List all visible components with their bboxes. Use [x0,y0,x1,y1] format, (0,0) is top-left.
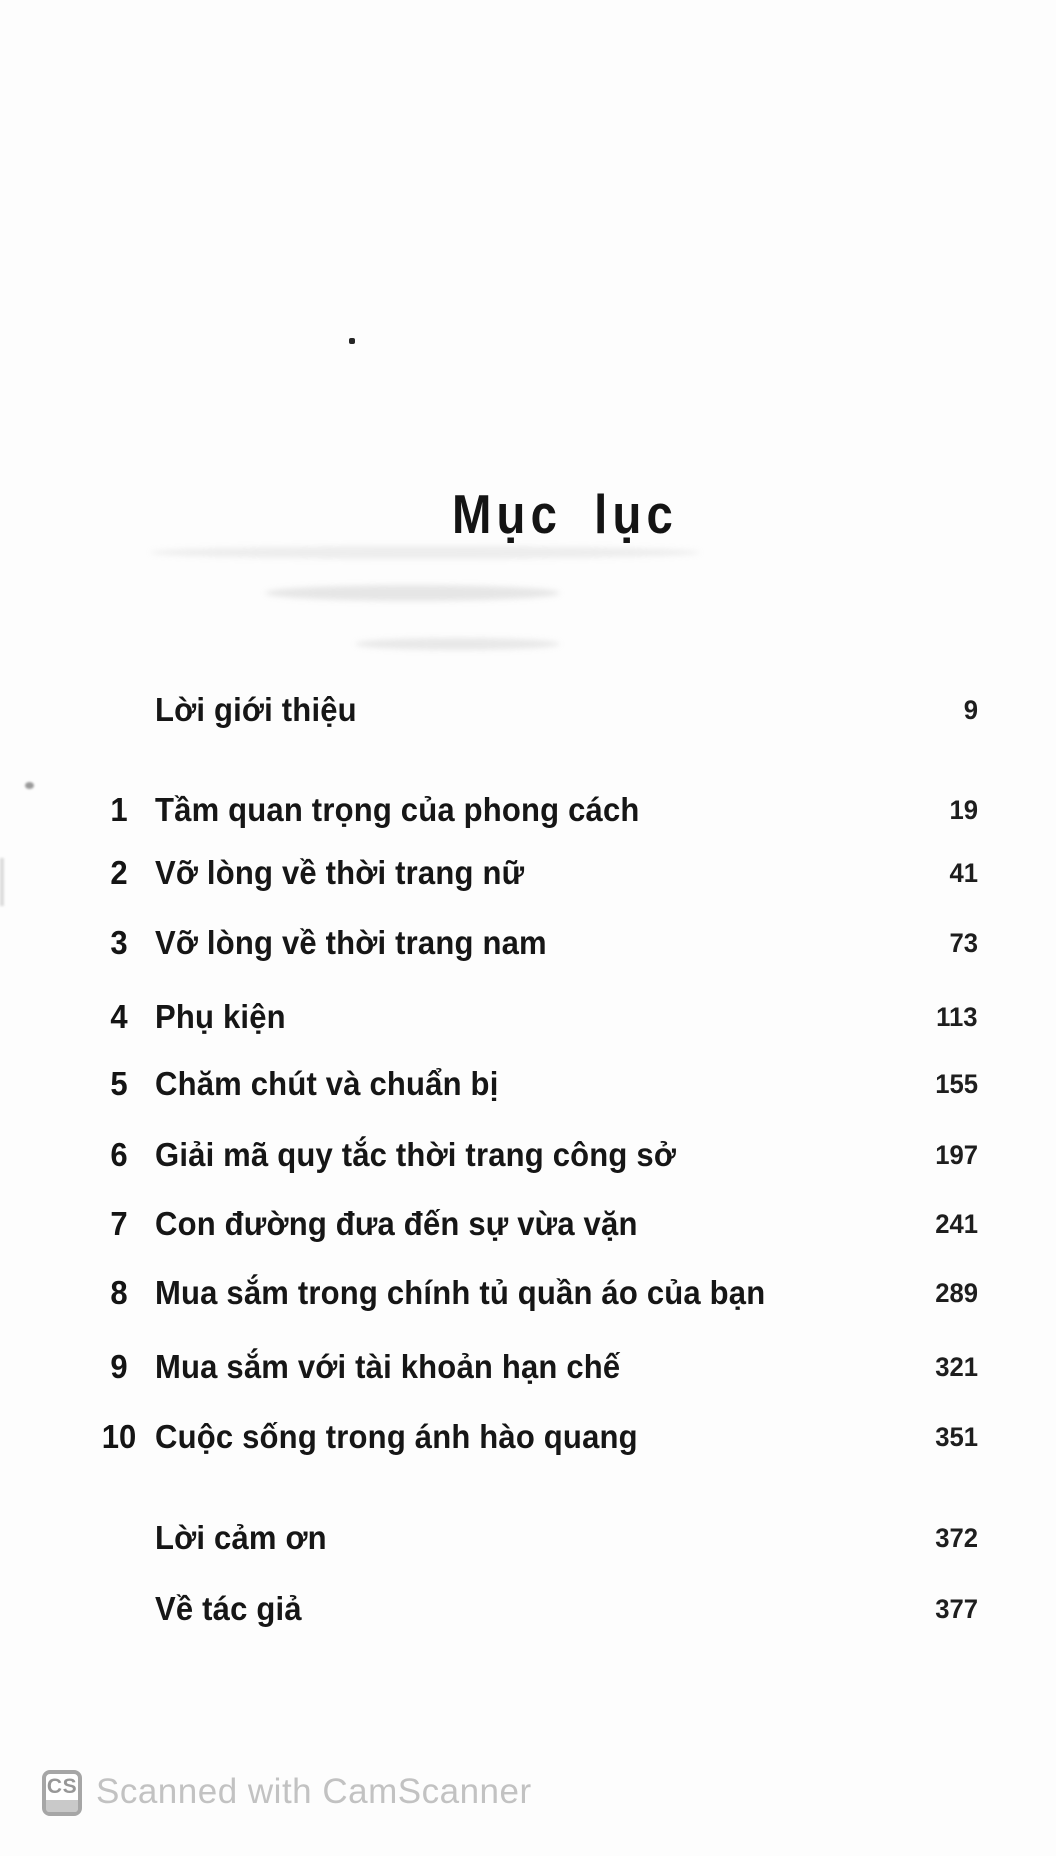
toc-row-chapter-9 [0,1344,1056,1390]
toc-row-chapter-10 [0,1414,1056,1460]
toc-entry-label: Lời giới thiệu [155,691,357,728]
toc-row-chapter-4 [0,994,1056,1040]
toc-entry-page-number: 241 [935,1209,978,1239]
toc-row-chapter-6 [0,1132,1056,1178]
toc-entry-page-number: 289 [935,1278,978,1308]
toc-entry-label: Cuộc sống trong ánh hào quang [155,1418,638,1455]
toc-entry-label: Lời cảm ơn [155,1519,327,1556]
toc-chapter-number: 3 [110,924,128,961]
toc-entry-label: Vỡ lòng về thời trang nữ [155,854,525,891]
toc-entry-page-number: 321 [935,1352,978,1382]
toc-entry-page-number: 372 [935,1523,978,1553]
toc-entry-page-number: 73 [949,928,978,958]
toc-entry-page-number: 19 [949,795,978,825]
toc-row-chapter-5 [0,1061,1056,1107]
toc-chapter-number: 8 [110,1274,128,1311]
toc-chapter-number: 4 [110,998,128,1035]
toc-row-intro [0,687,1056,733]
toc-entry-label: Chăm chút và chuẩn bị [155,1065,499,1102]
toc-row-chapter-7 [0,1201,1056,1247]
toc-row-chapter-1 [0,787,1056,833]
toc-chapter-number: 6 [110,1136,128,1173]
scan-artifact-smudge [355,638,560,650]
toc-entry-page-number: 155 [935,1069,978,1099]
camscanner-watermark-text: Scanned with CamScanner [96,1772,532,1811]
toc-chapter-number: 1 [110,791,128,828]
toc-entry-label: Phụ kiện [155,998,286,1035]
camscanner-logo-icon [42,1770,82,1816]
toc-row-chapter-3 [0,920,1056,966]
scan-artifact-smudge [265,585,560,601]
toc-entry-label: Mua sắm trong chính tủ quần áo của bạn [155,1274,766,1311]
toc-entry-page-number: 351 [935,1422,978,1452]
toc-entry-label: Con đường đưa đến sự vừa vặn [155,1205,638,1242]
toc-chapter-number: 10 [101,1418,137,1455]
toc-entry-page-number: 377 [935,1594,978,1624]
toc-entry-label: Vỡ lòng về thời trang nam [155,924,547,961]
toc-entry-page-number: 113 [936,1002,978,1032]
toc-entry-label: Về tác giả [155,1590,302,1627]
toc-row-chapter-8 [0,1270,1056,1316]
camscanner-logo-bar [46,1800,78,1812]
toc-row-about-author [0,1586,1056,1632]
toc-entry-page-number: 41 [949,858,978,888]
toc-entry-page-number: 9 [963,695,978,725]
toc-entry-label: Giải mã quy tắc thời trang công sở [155,1136,677,1173]
camscanner-logo-text: CS [46,1775,78,1798]
toc-chapter-number: 2 [110,854,128,891]
toc-entry-page-number: 197 [935,1140,978,1170]
toc-row-chapter-2 [0,850,1056,896]
toc-chapter-number: 5 [110,1065,128,1102]
toc-entry-label: Tầm quan trọng của phong cách [155,791,640,828]
camscanner-watermark [0,1764,1056,1826]
page-title: Mục lục [452,483,678,545]
toc-chapter-number: 9 [110,1348,128,1385]
toc-row-acknowledgements [0,1515,1056,1561]
scan-artifact-smudge [150,546,700,559]
scan-artifact-dot [349,338,355,344]
toc-entry-label: Mua sắm với tài khoản hạn chế [155,1348,621,1385]
toc-chapter-number: 7 [110,1205,128,1242]
